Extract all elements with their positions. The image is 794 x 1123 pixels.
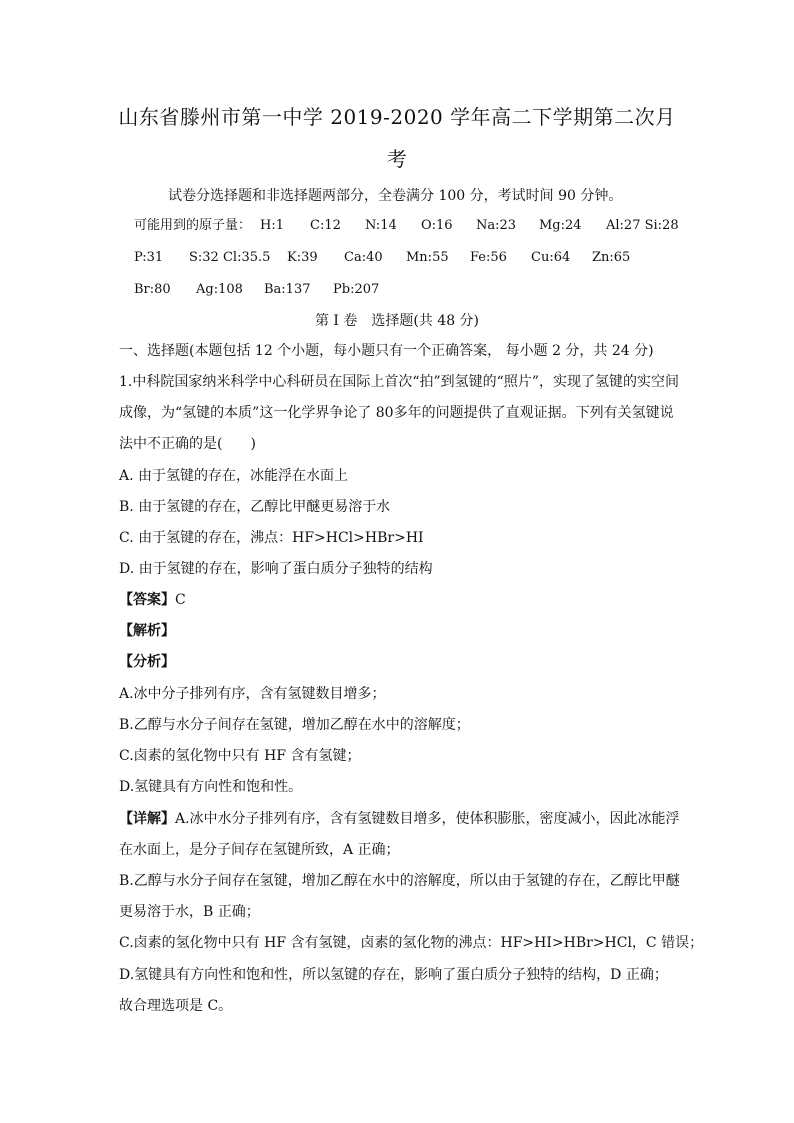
part-heading: 一、选择题(本题包括 12 个小题，每小题只有一个正确答案， 每小题 2 分，共 24 分): [119, 343, 654, 359]
atomic-mass-item: K:39: [287, 250, 318, 265]
question-stem-line: 法中不正确的是( ): [119, 436, 256, 452]
atomic-mass-item: Fe:56: [470, 250, 507, 265]
section-title: 第 I 卷 选择题(共 48 分): [314, 313, 480, 329]
atomic-mass-item: Zn:65: [592, 250, 631, 265]
atomic-mass-item: Cu:64: [531, 250, 571, 265]
document-title-line-2: 考: [386, 147, 408, 171]
detail-line: D.氢键具有方向性和饱和性，所以氢键的存在，影响了蛋白质分子独特的结构，D 正确；: [119, 967, 668, 983]
atomic-mass-item: S:32 Cl:35.5: [189, 250, 271, 265]
document-title-line-1: 山东省滕州市第一中学 2019-2020 学年高二下学期第二次月: [118, 105, 676, 129]
answer-label: 【答案】: [119, 592, 175, 608]
option-a: A. 由于氢键的存在，冰能浮在水面上: [119, 468, 349, 484]
option-b: B. 由于氢键的存在，乙醇比甲醚更易溶于水: [119, 499, 391, 515]
atomic-masses-row-2: [134, 248, 694, 268]
atomic-mass-item: N:14: [365, 218, 397, 233]
fenxi-line: D.氢键具有方向性和饱和性。: [119, 779, 303, 795]
fenxi-line: B.乙醇与水分子间存在氢键，增加乙醇在水中的溶解度；: [119, 717, 470, 733]
detail-text: A.冰中水分子排列有序，含有氢键数目增多，使体积膨胀，密度减小，因此冰能浮: [175, 811, 680, 827]
atomic-mass-item: Br:80: [134, 282, 171, 297]
exam-intro: 试卷分选择题和非选择题两部分，全卷满分 100 分，考试时间 90 分钟。: [168, 188, 623, 204]
fenxi-line: C.卤素的氢化物中只有 HF 含有氢键；: [119, 748, 361, 764]
atomic-mass-item: Ag:108: [196, 282, 243, 297]
fenxi-line: A.冰中分子排列有序，含有氢键数目增多；: [119, 686, 386, 702]
answer-value: C: [175, 592, 186, 608]
atomic-masses-row-1: [134, 216, 694, 236]
atomic-mass-item: P:31: [134, 250, 164, 265]
atomic-mass-item: Na:23: [476, 218, 517, 233]
detail-first-line: [119, 809, 680, 829]
detail-line: 故合理选项是 C。: [119, 998, 233, 1014]
atomic-mass-item: Mn:55: [406, 250, 449, 265]
atomic-mass-item: Pb:207: [333, 282, 380, 297]
question-stem-line: 成像，为“氢键的本质”这一化学界争论了 80多年的问题提供了直观证据。下列有关氢键说: [119, 405, 674, 421]
atomic-mass-item: Al:27 Si:28: [606, 218, 679, 233]
atomic-mass-item: C:12: [310, 218, 341, 233]
fenxi-label: 【分析】: [119, 654, 175, 670]
detail-line: 更易溶于水，B 正确；: [119, 904, 260, 920]
option-d: D. 由于氢键的存在，影响了蛋白质分子独特的结构: [119, 561, 433, 577]
option-c: C. 由于氢键的存在，沸点：HF>HCl>HBr>HI: [119, 530, 424, 546]
atomic-masses-row-3: [134, 280, 534, 300]
atomic-mass-item: O:16: [421, 218, 453, 233]
atomic-mass-item: Ca:40: [344, 250, 383, 265]
atomic-mass-item: Mg:24: [539, 218, 582, 233]
detail-label: 【详解】: [119, 811, 175, 827]
atomic-masses-label: 可能用到的原子量：: [134, 218, 252, 233]
detail-line: B.乙醇与水分子间存在氢键，增加乙醇在水中的溶解度，所以由于氢键的存在，乙醇比甲醚: [119, 873, 680, 889]
question-stem-line: 1.中科院国家纳米科学中心科研员在国际上首次“拍”到氢键的“照片”，实现了氢键的实空间: [119, 374, 679, 390]
atomic-mass-item: Ba:137: [264, 282, 311, 297]
detail-line: C.卤素的氢化物中只有 HF 含有氢键，卤素的氢化物的沸点：HF>HI>HBr>HCl，C 错误；: [119, 935, 704, 951]
answer-line: [119, 590, 186, 610]
atomic-mass-item: H:1: [260, 218, 284, 233]
analysis-label: 【解析】: [119, 623, 175, 639]
detail-line: 在水面上，是分子间存在氢键所致，A 正确；: [119, 842, 400, 858]
